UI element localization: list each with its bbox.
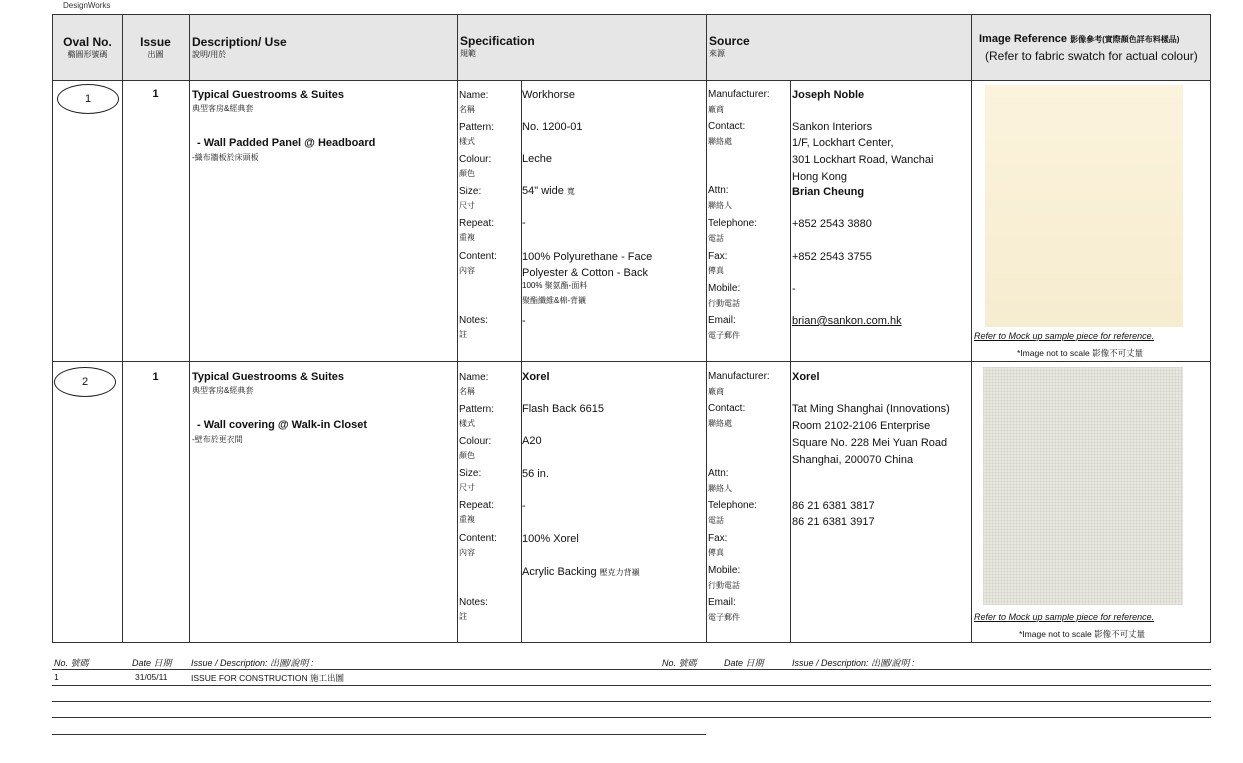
spec-label-size-cn: 尺寸	[459, 201, 475, 210]
spec-content-line-1: 100% Polyurethane - Face	[522, 251, 653, 263]
spec-repeat-value: -	[522, 217, 526, 229]
spec-notes-value: -	[522, 315, 526, 327]
source-label-attn: Attn:	[708, 185, 729, 196]
source-contact-line-4: Shanghai, 200070 China	[792, 454, 914, 466]
scale-note: *Image not to scale 影像不可丈量	[1017, 348, 1144, 358]
spec-content-line-2	[522, 565, 640, 580]
source-attn-value: Brian Cheung	[792, 186, 865, 198]
header-image-ref	[979, 32, 1179, 47]
header-source: Source	[709, 34, 750, 48]
spec-label-size: Size:	[459, 186, 482, 197]
spec-label-name-cn: 名稱	[459, 105, 475, 114]
source-label-mobile-cn: 行動電話	[708, 299, 740, 308]
spec-size-value: 56 in.	[522, 468, 549, 480]
source-label-mobile: Mobile:	[708, 283, 741, 294]
source-label-telephone: Telephone:	[708, 500, 757, 511]
source-label-telephone-cn: 電話	[708, 516, 724, 525]
column-divider	[457, 15, 458, 642]
spec-content-cn-2: 聚酯纖維&棉-背襯	[522, 296, 586, 305]
header-oval-no-cn: 橢圓形號碼	[67, 50, 108, 59]
brand-name: DesignWorks	[63, 1, 111, 10]
spec-label-notes: Notes:	[459, 597, 488, 608]
footer-entry-no: 1	[54, 672, 59, 682]
source-label-contact: Contact:	[708, 121, 746, 132]
description-use-cn: -壁布於更衣間	[192, 435, 243, 444]
spec-label-colour: Colour:	[459, 436, 492, 447]
description-title-cn: 典型客房&經典套	[192, 386, 254, 395]
spec-colour-value: A20	[522, 435, 542, 447]
source-label-email-cn: 電子郵件	[708, 613, 740, 622]
spec-label-size: Size:	[459, 468, 482, 479]
source-label-contact: Contact:	[708, 403, 746, 414]
spec-label-pattern-cn: 樣式	[459, 137, 475, 146]
footer-rule	[52, 717, 1211, 718]
footer-rule	[52, 701, 1211, 702]
spec-label-repeat: Repeat:	[459, 500, 495, 511]
footer-issue-header: Issue / Description: 出圖/說明 :	[792, 658, 915, 668]
spec-label-content-cn: 內容	[459, 266, 475, 275]
source-label-manufacturer: Manufacturer:	[708, 89, 770, 100]
header-oval-no: Oval No.	[63, 35, 112, 49]
footer-issue-header: Issue / Description: 出圖/說明 :	[191, 658, 314, 668]
source-label-email: Email:	[708, 315, 736, 326]
header-specification: Specification	[460, 34, 535, 48]
scale-note: *Image not to scale 影像不可丈量	[1019, 629, 1146, 639]
footer-no-header: No. 號碼	[54, 658, 89, 668]
source-contact-line-3: Square No. 228 Mei Yuan Road	[792, 437, 948, 449]
row-divider	[53, 361, 1210, 362]
source-contact-line-2: 1/F, Lockhart Center,	[792, 137, 894, 149]
footer-entry-date: 31/05/11	[135, 672, 168, 682]
fabric-swatch-image	[985, 85, 1183, 327]
source-contact-line-1: Sankon Interiors	[792, 121, 873, 133]
spec-label-repeat-cn: 重複	[459, 233, 475, 242]
source-label-attn: Attn:	[708, 468, 729, 479]
source-email-link[interactable]: brian@sankon.com.hk	[792, 315, 902, 327]
spec-label-notes-cn: 註	[459, 612, 467, 621]
source-label-attn-cn: 聯絡人	[708, 201, 732, 210]
fabric-swatch-image	[983, 367, 1183, 605]
spec-label-name: Name:	[459, 90, 489, 101]
source-label-mobile-cn: 行動電話	[708, 581, 740, 590]
source-contact-line-3: 301 Lockhart Road, Wanchai	[792, 154, 934, 166]
footer-rule	[52, 734, 706, 735]
source-telephone-value: +852 2543 3880	[792, 218, 872, 230]
spec-size-value	[522, 184, 575, 199]
source-label-contact-cn: 聯絡處	[708, 137, 732, 146]
schedule-table	[52, 14, 1211, 643]
description-title: Typical Guestrooms & Suites	[192, 89, 345, 101]
spec-label-content: Content:	[459, 533, 497, 544]
spec-repeat-value: -	[522, 500, 526, 512]
footer-rule	[52, 685, 1211, 686]
spec-size-cn: 寬	[566, 187, 575, 196]
spec-label-pattern: Pattern:	[459, 404, 495, 415]
description-title: Typical Guestrooms & Suites	[192, 371, 345, 383]
spec-size-text: 54" wide	[522, 185, 564, 197]
spec-pattern-value: No. 1200-01	[522, 121, 583, 133]
spec-colour-value: Leche	[522, 153, 552, 165]
spec-label-pattern-cn: 樣式	[459, 419, 475, 428]
column-divider	[971, 15, 972, 642]
description-title-cn: 典型客房&經典套	[192, 104, 254, 113]
footer-date-header: Date 日期	[724, 658, 764, 668]
spec-label-colour-cn: 顏色	[459, 451, 475, 460]
source-telephone-line-1: 86 21 6381 3817	[792, 500, 875, 512]
source-label-contact-cn: 聯絡處	[708, 419, 732, 428]
mockup-reference-note: Refer to Mock up sample piece for reference.	[974, 331, 1155, 341]
oval-number: 1	[57, 84, 119, 114]
spec-label-colour-cn: 顏色	[459, 169, 475, 178]
spec-name-value: Workhorse	[522, 89, 575, 101]
source-label-telephone-cn: 電話	[708, 234, 724, 243]
spec-label-content-cn: 內容	[459, 548, 475, 557]
source-contact-line-4: Hong Kong	[792, 171, 848, 183]
header-description-cn: 說明/用於	[192, 50, 227, 59]
source-label-manufacturer-cn: 廠商	[708, 105, 724, 114]
source-contact-line-1: Tat Ming Shanghai (Innovations)	[792, 403, 950, 415]
source-mobile-value: -	[792, 283, 796, 295]
issue-number: 1	[152, 371, 159, 383]
source-label-manufacturer: Manufacturer:	[708, 371, 770, 382]
spec-pattern-value: Flash Back 6615	[522, 403, 604, 415]
spec-label-notes-cn: 註	[459, 330, 467, 339]
description-use: - Wall covering @ Walk-in Closet	[197, 419, 368, 431]
source-label-fax: Fax:	[708, 251, 728, 262]
spec-content-line-2-text: Acrylic Backing	[522, 566, 597, 578]
header-image-ref-label: Image Reference	[979, 33, 1068, 45]
spec-name-value: Xorel	[522, 371, 550, 383]
source-label-fax-cn: 傳真	[708, 266, 724, 275]
source-label-email: Email:	[708, 597, 736, 608]
source-fax-value: +852 2543 3755	[792, 251, 872, 263]
footer-date-header: Date 日期	[132, 658, 172, 668]
mockup-reference-note: Refer to Mock up sample piece for reference.	[974, 612, 1155, 622]
spec-label-colour: Colour:	[459, 154, 492, 165]
source-label-email-cn: 電子郵件	[708, 331, 740, 340]
header-issue-cn: 出圖	[147, 50, 164, 59]
footer-no-header: No. 號碼	[662, 658, 697, 668]
spec-label-name-cn: 名稱	[459, 387, 475, 396]
footer-entry-desc: ISSUE FOR CONSTRUCTION 施工出圖	[191, 673, 345, 683]
source-manufacturer-value: Joseph Noble	[792, 89, 865, 101]
spec-label-size-cn: 尺寸	[459, 483, 475, 492]
header-image-ref-note: (Refer to fabric swatch for actual colour)	[985, 49, 1198, 63]
description-use-cn: -織布牆板於床頭板	[192, 153, 259, 162]
source-label-fax: Fax:	[708, 533, 728, 544]
source-label-manufacturer-cn: 廠商	[708, 387, 724, 396]
column-divider	[189, 15, 190, 642]
source-label-mobile: Mobile:	[708, 565, 741, 576]
spec-label-notes: Notes:	[459, 315, 488, 326]
header-image-ref-cn: 影像參考(實際顏色詳布料樣品)	[1070, 35, 1180, 44]
spec-label-repeat-cn: 重複	[459, 515, 475, 524]
issue-number: 1	[152, 88, 159, 100]
oval-number: 2	[54, 367, 116, 397]
spec-label-repeat: Repeat:	[459, 218, 495, 229]
source-telephone-line-2: 86 21 6381 3917	[792, 516, 875, 528]
spec-content-line-2: Polyester & Cotton - Back	[522, 267, 648, 279]
source-contact-line-2: Room 2102-2106 Enterprise	[792, 420, 931, 432]
spec-content-line-1: 100% Xorel	[522, 533, 579, 545]
source-label-attn-cn: 聯絡人	[708, 484, 732, 493]
header-description: Description/ Use	[192, 35, 287, 49]
spec-content-cn-1: 100% 聚氨酯-面料	[522, 281, 588, 290]
spec-label-pattern: Pattern:	[459, 122, 495, 133]
footer-rule	[52, 669, 1211, 670]
source-label-fax-cn: 傳真	[708, 548, 724, 557]
spec-content-line-2-cn: 壓克力背襯	[599, 568, 640, 577]
header-issue: Issue	[140, 35, 171, 49]
column-divider	[122, 15, 123, 642]
header-specification-cn: 規範	[460, 49, 476, 58]
spec-label-name: Name:	[459, 372, 489, 383]
column-divider	[706, 15, 707, 642]
spec-label-content: Content:	[459, 251, 497, 262]
source-label-telephone: Telephone:	[708, 218, 757, 229]
source-manufacturer-value: Xorel	[792, 371, 820, 383]
description-use: - Wall Padded Panel @ Headboard	[197, 137, 376, 149]
header-source-cn: 來源	[709, 49, 725, 58]
